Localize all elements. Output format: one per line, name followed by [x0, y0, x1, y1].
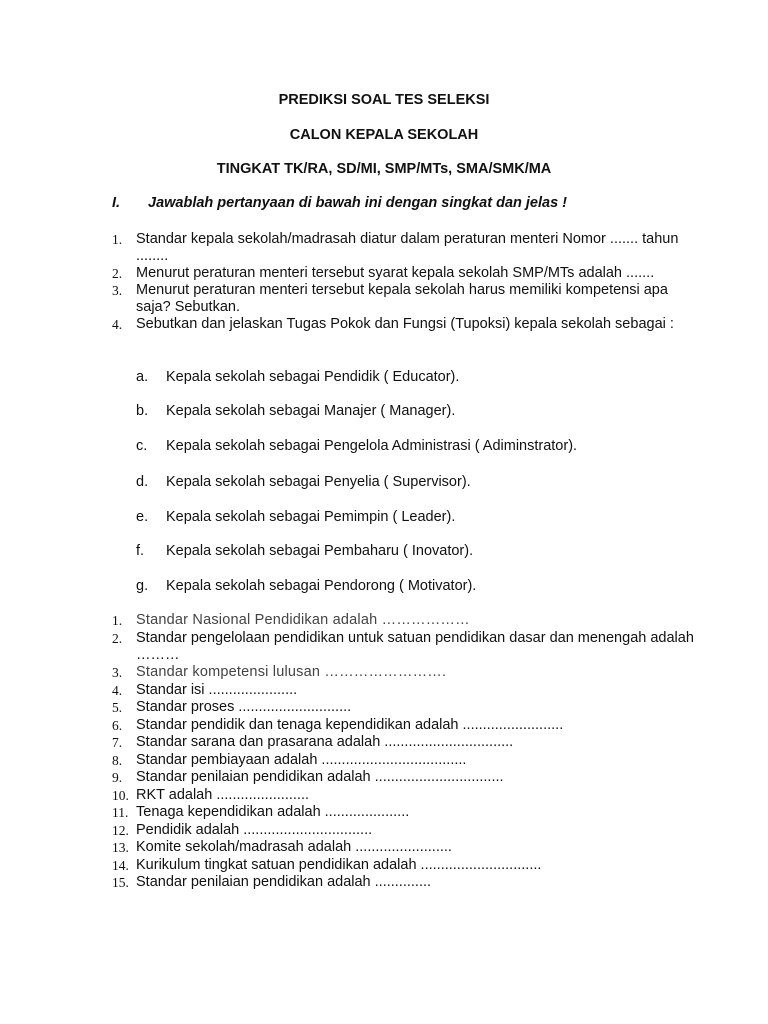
definition-text: Standar penilaian pendidikan adalah ..............: [136, 874, 432, 890]
subitem-text: Kepala sekolah sebagai Pengelola Administrasi ( Adiminstrator).: [166, 438, 578, 454]
definition-number: 4.: [112, 682, 123, 698]
definition-text: Kurikulum tingkat satuan pendidikan adalah ..............................: [136, 856, 542, 873]
definition-number: 15.: [112, 875, 129, 890]
question-number: 3.: [112, 283, 123, 298]
question-item: [112, 282, 696, 316]
definition-number: 5.: [112, 700, 123, 715]
question-number: 4.: [112, 317, 123, 332]
question-item: [112, 231, 696, 265]
definition-number: 9.: [112, 770, 123, 785]
definition-text: Standar kompetensi lulusan …………………….: [136, 664, 447, 680]
definition-text: Standar isi ......................: [136, 681, 298, 698]
definition-item: [112, 857, 696, 874]
definition-text: Pendidik adalah ................................: [136, 821, 373, 838]
definition-number: 8.: [112, 752, 123, 768]
definition-number: 2.: [112, 630, 123, 646]
subitem-letter: c.: [136, 438, 148, 454]
definition-number: 7.: [112, 735, 123, 750]
definition-text: RKT adalah .......................: [136, 786, 309, 803]
document-level: TINGKAT TK/RA, SD/MI, SMP/MTs, SMA/SMK/MA: [216, 161, 552, 177]
subitem-letter: g.: [136, 578, 149, 594]
subitem-text: Kepala sekolah sebagai Pendidik ( Educator).: [166, 369, 460, 385]
definition-item: [112, 769, 696, 786]
subitem: [136, 509, 455, 525]
question-text: Menurut peraturan menteri tersebut syarat kepala sekolah SMP/MTs adalah .......: [136, 265, 655, 281]
subitem: [136, 369, 459, 385]
definition-number: 13.: [112, 840, 129, 855]
subitem-letter: e.: [136, 509, 149, 525]
question-text: Standar kepala sekolah/madrasah diatur dalam peraturan menteri Nomor ....... tahun ........: [136, 231, 679, 264]
definition-number: 11.: [112, 805, 129, 820]
definition-text: Komite sekolah/madrasah adalah ........................: [136, 839, 452, 855]
document-title: PREDIKSI SOAL TES SELEKSI: [278, 92, 490, 108]
definition-item: [112, 630, 696, 664]
definition-number: 10.: [112, 787, 129, 803]
subitem-text: Kepala sekolah sebagai Penyelia ( Supervisor).: [166, 474, 471, 490]
section-number: I.: [112, 195, 121, 211]
subitem-letter: b.: [136, 403, 149, 419]
definition-text: Tenaga kependidikan adalah .....................: [136, 804, 410, 820]
definition-number: 6.: [112, 717, 123, 733]
subitem-letter: d.: [136, 474, 149, 490]
definition-text: Standar Nasional Pendidikan adalah ………………: [136, 612, 470, 628]
question-number: 2.: [112, 266, 123, 281]
question-text: Menurut peraturan menteri tersebut kepala sekolah harus memiliki kompetensi apa saja? Sebutkan.: [136, 282, 668, 315]
subitem-text: Kepala sekolah sebagai Manajer ( Manager).: [166, 403, 456, 419]
question-text: Sebutkan dan jelaskan Tugas Pokok dan Fungsi (Tupoksi) kepala sekolah sebagai :: [136, 316, 674, 332]
subitem: [136, 543, 473, 559]
definition-item: [112, 822, 696, 839]
definition-number: 12.: [112, 822, 129, 838]
subitem: [136, 403, 455, 419]
definition-text: Standar pendidik dan tenaga kependidikan adalah .........................: [136, 716, 564, 733]
subitem: [136, 438, 577, 454]
definition-item: [112, 664, 696, 681]
definition-text: Standar pengelolaan pendidikan untuk satuan pendidikan dasar dan menengah adalah ………: [136, 629, 694, 663]
subitem-letter: f.: [136, 543, 145, 559]
section-heading: [112, 195, 567, 211]
definition-item: [112, 839, 696, 856]
definition-item: [112, 874, 696, 891]
section-instruction: Jawablah pertanyaan di bawah ini dengan singkat dan jelas !: [148, 195, 567, 211]
subitem: [136, 578, 476, 594]
document-subtitle: CALON KEPALA SEKOLAH: [289, 127, 479, 143]
definition-item: [112, 717, 696, 734]
question-item: [112, 265, 696, 282]
definition-list: [112, 612, 696, 892]
definition-item: [112, 734, 696, 751]
definition-item: [112, 804, 696, 821]
subitem-text: Kepala sekolah sebagai Pendorong ( Motivator).: [166, 578, 477, 594]
definition-text: Standar sarana dan prasarana adalah ................................: [136, 734, 514, 750]
definition-text: Standar pembiayaan adalah ....................................: [136, 751, 467, 768]
definition-number: 3.: [112, 665, 123, 680]
question-list: [112, 231, 696, 333]
subitem: [136, 474, 471, 490]
subitem-text: Kepala sekolah sebagai Pembaharu ( Inovator).: [166, 543, 474, 559]
definition-text: Standar proses ............................: [136, 699, 352, 715]
definition-item: [112, 787, 696, 804]
question-item: [112, 316, 696, 333]
definition-item: [112, 682, 696, 699]
definition-item: [112, 752, 696, 769]
question-number: 1.: [112, 232, 123, 247]
subitem-letter: a.: [136, 369, 149, 385]
definition-text: Standar penilaian pendidikan adalah ................................: [136, 769, 504, 785]
definition-item: [112, 612, 696, 629]
definition-number: 1.: [112, 613, 123, 628]
definition-item: [112, 699, 696, 716]
subitem-text: Kepala sekolah sebagai Pemimpin ( Leader).: [166, 509, 456, 525]
definition-number: 14.: [112, 857, 129, 873]
